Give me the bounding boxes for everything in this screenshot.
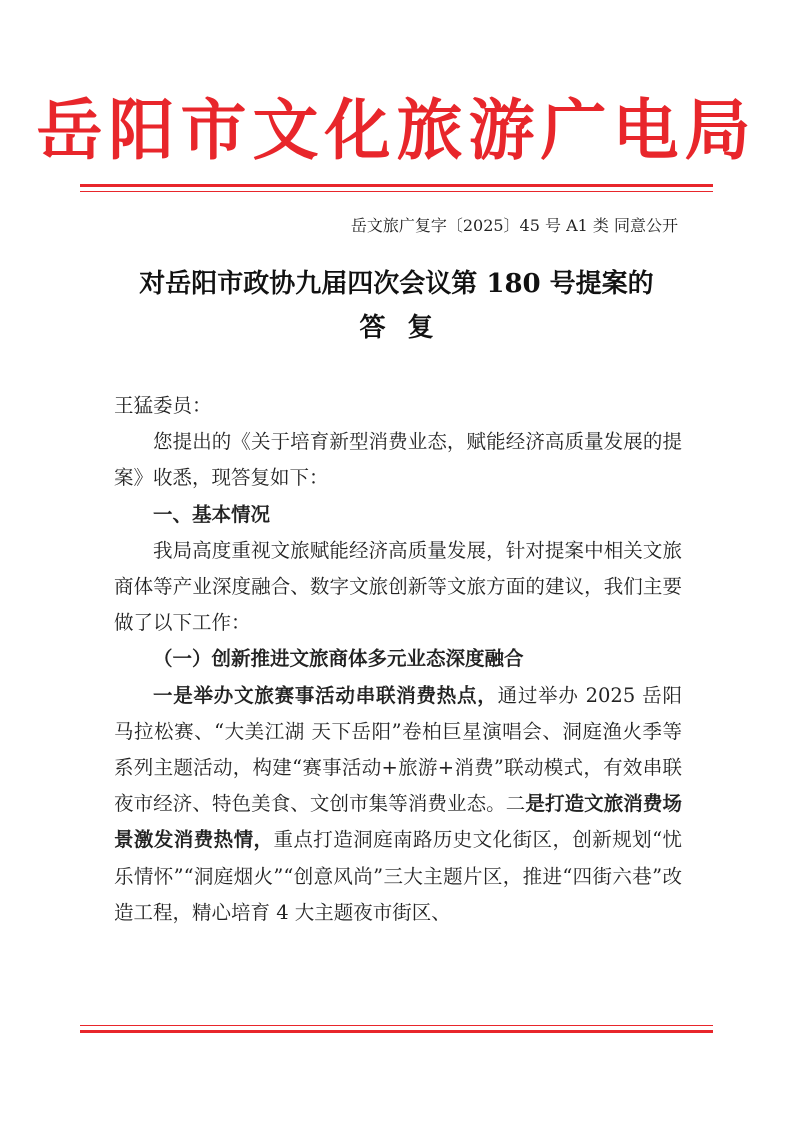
salutation: 王猛委员： — [114, 394, 212, 417]
section-paragraph: 我局高度重视文旅赋能经济高质量发展，针对提案中相关文旅商体等产业深度融合、数字文旅创新等文旅方面的建议，我们主要做了以下工作： — [114, 538, 682, 635]
document-title-line1: 对岳阳市政协九届四次会议第 180 号提案的 — [139, 269, 654, 299]
document-number: 岳文旅广复字〔2025〕45 号 A1 类 同意公开 — [350, 216, 678, 235]
section-heading: 一、基本情况 — [153, 502, 271, 526]
document-body — [114, 388, 682, 931]
footer-thick-rule — [80, 1030, 713, 1033]
header-thick-rule — [80, 184, 713, 187]
measure-one-text: 通过举办 2025 岳阳马拉松赛、“大美江湖 天下岳阳”卷柏巨星演唱会、洞庭渔火季等系列主题活动，构建“赛事活动+旅游+消费”联动模式，有效串联夜市经济、特色美食、文创市集等消费业态。二 — [114, 683, 682, 816]
measure-two-lead: 是打造文旅消费场景激发消费热情， — [114, 792, 682, 852]
document-title-line2: 答复 — [359, 313, 456, 343]
measures-paragraph — [114, 678, 682, 931]
measure-two-text: 重点打造洞庭南路历史文化街区，创新规划“忧乐情怀”“洞庭烟火”“创意风尚”三大主题片区，推进“四街六巷”改造工程，精心培育 4 大主题夜市街区、 — [114, 828, 682, 924]
measure-one-lead: 一是举办文旅赛事活动串联消费热点， — [153, 683, 498, 707]
footer-thin-rule — [80, 1025, 713, 1026]
masthead-title: 岳阳市文化旅游广电局 — [36, 91, 757, 169]
subsection-heading: （一）创新推进文旅商体多元业态深度融合 — [153, 647, 524, 671]
header-thin-rule — [80, 191, 713, 192]
intro-paragraph: 您提出的《关于培育新型消费业态，赋能经济高质量发展的提案》收悉，现答复如下： — [114, 430, 682, 490]
